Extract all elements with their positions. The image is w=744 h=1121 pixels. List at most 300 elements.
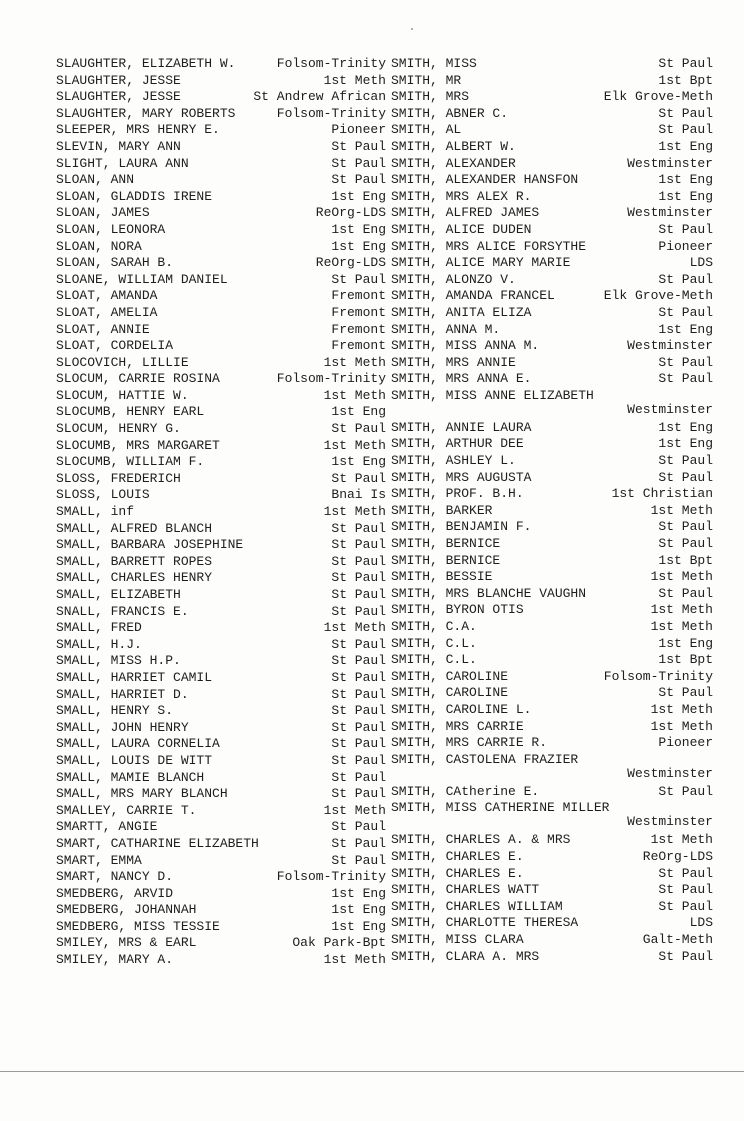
directory-entry	[391, 255, 713, 272]
directory-entry	[56, 222, 386, 239]
entry-church: 1st Meth	[650, 718, 713, 734]
entry-church: St Paul	[658, 271, 713, 287]
directory-entry	[56, 620, 386, 637]
directory-entry	[56, 388, 386, 405]
directory-entry	[56, 122, 386, 139]
entry-church: St Paul	[331, 703, 386, 719]
entry-church: St Paul	[331, 553, 386, 569]
directory-entry	[56, 753, 386, 770]
entry-church: St Paul	[658, 783, 713, 799]
directory-entry	[56, 720, 386, 737]
entry-name: SMITH, PROF. B.H.	[391, 486, 524, 502]
entry-church: St Paul	[658, 585, 713, 601]
entry-name: SMITH, CHARLES WATT	[391, 882, 540, 898]
entry-name: SMITH, CHARLOTTE THERESA	[391, 915, 579, 931]
entry-church: 1st Meth	[323, 620, 386, 636]
directory-entry	[56, 653, 386, 670]
directory-entry	[56, 803, 386, 820]
entry-church: St Paul	[331, 852, 386, 868]
entry-name: SMITH, MRS CARRIE R.	[391, 735, 548, 751]
directory-entry	[56, 703, 386, 720]
directory-entry	[391, 669, 713, 686]
directory-entry	[56, 305, 386, 322]
entry-name: SMALL, LOUIS DE WITT	[56, 752, 213, 768]
entry-name: SLOCUMB, HENRY EARL	[56, 404, 205, 420]
entry-name: SMITH, MISS ANNA M.	[391, 338, 540, 354]
directory-entry	[391, 719, 713, 736]
entry-church: St Paul	[331, 470, 386, 486]
entry-name: SMITH, BENJAMIN F.	[391, 519, 532, 535]
entry-church: St Paul	[658, 519, 713, 535]
directory-entry	[391, 932, 713, 949]
directory-entry	[391, 882, 713, 899]
entry-name: SMITH, C.L.	[391, 652, 477, 668]
entry-church: St Andrew African	[253, 89, 386, 105]
entry-church: 1st Meth	[323, 387, 386, 403]
entry-church: St Paul	[331, 570, 386, 586]
entry-name: SMITH, ALBERT W.	[391, 138, 516, 154]
entry-name: SLOSS, FREDERICH	[56, 470, 181, 486]
entry-name: SLOCUMB, WILLIAM F.	[56, 454, 205, 470]
entry-church: 1st Meth	[650, 602, 713, 618]
entry-name: SMALL, HARRIET D.	[56, 686, 189, 702]
entry-name: SMALL, BARBARA JOSEPHINE	[56, 537, 244, 553]
entry-name: SLOAN, NORA	[56, 238, 142, 254]
entry-name: SMARTT, ANGIE	[56, 819, 158, 835]
entry-church: ReOrg-LDS	[315, 205, 386, 221]
entry-name: SMITH, AL	[391, 122, 462, 138]
entry-church: 1st Eng	[658, 188, 713, 204]
directory-entry	[56, 902, 386, 919]
directory-entry	[391, 652, 713, 669]
entry-church: St Paul	[658, 865, 713, 881]
entry-church: St Paul	[658, 371, 713, 387]
entry-name: SMART, EMMA	[56, 852, 142, 868]
entry-name: SMITH, ALONZO V.	[391, 271, 516, 287]
directory-entry	[391, 784, 713, 801]
directory-entry	[391, 486, 713, 503]
entry-name: SMALL, LAURA CORNELIA	[56, 736, 220, 752]
directory-entry	[56, 687, 386, 704]
entry-church: St Paul	[658, 122, 713, 138]
directory-entry	[391, 205, 713, 222]
entry-name: SLAUGHTER, MARY ROBERTS	[56, 105, 236, 121]
directory-entry	[56, 836, 386, 853]
entry-name: SMITH, MRS ALEX R.	[391, 188, 532, 204]
entry-name: SMALL, JOHN HENRY	[56, 719, 189, 735]
entry-church: 1st Eng	[658, 172, 713, 188]
entry-church: 1st Meth	[323, 354, 386, 370]
directory-entry	[56, 770, 386, 787]
entry-name: SMART, CATHARINE ELIZABETH	[56, 835, 259, 851]
entry-church: St Paul	[331, 736, 386, 752]
entry-church: St Paul	[658, 685, 713, 701]
entry-church: St Paul	[331, 835, 386, 851]
directory-entry	[56, 886, 386, 903]
entry-church: St Paul	[331, 421, 386, 437]
directory-entry	[56, 438, 386, 455]
directory-entry	[56, 919, 386, 936]
entry-church: St Paul	[331, 587, 386, 602]
entry-church: 1st Eng	[331, 918, 386, 934]
entry-name: SMITH, ABNER C.	[391, 105, 509, 121]
entry-name: SMITH, CAtherine E.	[391, 783, 540, 799]
directory-entry	[391, 139, 713, 156]
entry-name: SMALL, HENRY S.	[56, 703, 174, 719]
directory-entry	[56, 404, 386, 421]
entry-name: SMITH, C.A.	[391, 619, 477, 634]
entry-name: SLOAN, GLADDIS IRENE	[56, 188, 213, 204]
entry-church: Folsom-Trinity	[276, 371, 386, 387]
entry-name: SMITH, CHARLES A. & MRS	[391, 832, 571, 848]
entry-name: SLAUGHTER, JESSE	[56, 89, 181, 105]
entry-church: 1st Meth	[323, 952, 386, 968]
entry-name: SMEDBERG, ARVID	[56, 885, 174, 901]
entry-church: 1st Eng	[658, 138, 713, 154]
directory-entry	[56, 554, 386, 571]
entry-church: LDS	[689, 255, 713, 271]
entry-name: SMALL, H.J.	[56, 636, 142, 652]
entry-name: SMALL, ALFRED BLANCH	[56, 520, 213, 536]
entry-church: St Paul	[658, 882, 713, 898]
entry-church: St Paul	[331, 719, 386, 735]
entry-church: Fremont	[331, 304, 386, 320]
directory-entry	[391, 436, 713, 453]
directory-entry	[391, 189, 713, 206]
entry-name: SMITH, BESSIE	[391, 569, 493, 585]
directory-entry	[56, 786, 386, 803]
entry-church: 1st Bpt	[658, 72, 713, 88]
entry-church: St Paul	[658, 304, 713, 320]
entry-name: SMITH, MISS	[391, 56, 477, 71]
entry-name: SMITH, ALICE MARY MARIE	[391, 255, 571, 271]
entry-name: SMITH, MRS BLANCHE VAUGHN	[391, 585, 587, 601]
entry-name: SMITH, CAROLINE	[391, 668, 509, 684]
entry-church: St Paul	[331, 155, 386, 171]
entry-name: SLAUGHTER, JESSE	[56, 72, 181, 88]
entry-name: SMITH, BERNICE	[391, 552, 501, 568]
entry-name: SLOAT, AMELIA	[56, 304, 158, 320]
directory-entry	[56, 288, 386, 305]
directory-entry	[391, 866, 713, 883]
entry-church: 1st Meth	[323, 802, 386, 818]
entry-name: SMITH, ALEXANDER HANSFON	[391, 172, 579, 188]
entry-name: SMITH, MISS CLARA	[391, 931, 524, 947]
directory-entry	[391, 636, 713, 653]
directory-entry	[56, 935, 386, 952]
entry-church: St Paul	[658, 56, 713, 71]
entry-church: 1st Meth	[650, 569, 713, 585]
entry-name: SMITH, CHARLES WILLIAM	[391, 898, 563, 914]
entry-name: SMITH, CLARA A. MRS	[391, 948, 540, 964]
entry-church: 1st Meth	[650, 832, 713, 848]
directory-entry	[391, 388, 713, 420]
entry-name: SMITH, ANNIE LAURA	[391, 419, 532, 435]
directory-entry	[56, 156, 386, 173]
entry-church: 1st Eng	[331, 404, 386, 420]
directory-entry	[56, 537, 386, 554]
entry-name: SMILEY, MRS & EARL	[56, 935, 197, 951]
entry-name: SLOCUM, HATTIE W.	[56, 387, 189, 403]
bottom-rule	[0, 1071, 744, 1072]
directory-entry	[56, 736, 386, 753]
directory-entry	[56, 139, 386, 156]
directory-entry	[391, 288, 713, 305]
directory-entry	[56, 89, 386, 106]
directory-entry	[391, 519, 713, 536]
entry-church: 1st Meth	[323, 504, 386, 520]
directory-entry	[391, 420, 713, 437]
entry-name: SMITH, BYRON OTIS	[391, 602, 524, 618]
directory-entry	[391, 106, 713, 123]
directory-entry	[56, 189, 386, 206]
entry-name: SMITH, MRS ALICE FORSYTHE	[391, 238, 587, 254]
entry-name: SLEVIN, MARY ANN	[56, 138, 181, 154]
directory-entry	[391, 832, 713, 849]
entry-church: St Paul	[331, 769, 386, 785]
entry-name: SMALL, MRS MARY BLANCH	[56, 786, 228, 802]
entry-name: SMALL, inf	[56, 504, 135, 520]
directory-entry	[391, 586, 713, 603]
directory-entry	[391, 338, 713, 355]
directory-entry	[56, 487, 386, 504]
entry-church: Folsom-Trinity	[276, 105, 386, 121]
directory-entry	[56, 670, 386, 687]
directory-entry	[56, 521, 386, 538]
entry-name: SMITH, MISS CATHERINE MILLER	[391, 800, 610, 816]
entry-name: SMITH, CHARLES E.	[391, 865, 524, 881]
entry-church: St Paul	[331, 686, 386, 702]
entry-name: SMALL, MISS H.P.	[56, 653, 181, 669]
directory-entry	[391, 702, 713, 719]
directory-entry	[56, 172, 386, 189]
entry-name: SMITH, ARTHUR DEE	[391, 436, 524, 452]
entry-name: SMITH, ANITA ELIZA	[391, 304, 532, 320]
directory-entry	[391, 371, 713, 388]
entry-name: SMITH, BERNICE	[391, 536, 501, 552]
entry-name: SMITH, MRS AUGUSTA	[391, 469, 532, 485]
entry-name: SLOCUMB, MRS MARGARET	[56, 437, 220, 453]
directory-entry	[56, 471, 386, 488]
entry-church: St Paul	[658, 536, 713, 552]
entry-church: St Paul	[658, 948, 713, 964]
directory-entry	[391, 305, 713, 322]
directory-entry	[391, 172, 713, 189]
entry-name: SMITH, MRS ANNA E.	[391, 371, 532, 387]
entry-name: SLOAN, LEONORA	[56, 221, 166, 237]
entry-name: SLOCUM, CARRIE ROSINA	[56, 371, 220, 387]
entry-church: 1st Eng	[331, 221, 386, 237]
entry-church: Fremont	[331, 321, 386, 337]
directory-entry	[391, 453, 713, 470]
directory-entry	[391, 56, 713, 73]
entry-church: 1st Eng	[331, 238, 386, 254]
entry-name: SMITH, CAROLINE	[391, 685, 509, 701]
directory-entry	[56, 338, 386, 355]
directory-entry	[391, 619, 713, 636]
directory-entry	[391, 553, 713, 570]
entry-church: St Paul	[331, 520, 386, 536]
entry-church: 1st Christian	[611, 486, 713, 502]
directory-entry	[56, 272, 386, 289]
entry-name: SMALL, ELIZABETH	[56, 587, 181, 602]
entry-name: SMALL, MAMIE BLANCH	[56, 769, 205, 785]
entry-church: Westminster	[627, 338, 713, 354]
directory-entry	[391, 849, 713, 866]
entry-name: SLAUGHTER, ELIZABETH W.	[56, 56, 236, 71]
directory-entry	[391, 222, 713, 239]
directory-entry	[56, 952, 386, 969]
entry-church: St Paul	[658, 453, 713, 469]
entry-name: SMALL, FRED	[56, 620, 142, 636]
entry-church: Westminster	[627, 765, 713, 781]
entry-name: SMALLEY, CARRIE T.	[56, 802, 197, 818]
entry-church: Westminster	[627, 155, 713, 171]
directory-entry	[391, 800, 713, 832]
entry-church: St Paul	[658, 898, 713, 914]
entry-name: SMITH, C.L.	[391, 635, 477, 651]
entry-church: 1st Eng	[658, 436, 713, 452]
entry-church: Westminster	[627, 205, 713, 221]
entry-church: St Paul	[331, 669, 386, 685]
entry-church: St Paul	[331, 636, 386, 652]
entry-name: SLOCUM, HENRY G.	[56, 421, 181, 437]
entry-church: Folsom-Trinity	[603, 668, 713, 684]
directory-entry	[56, 322, 386, 339]
entry-church: 1st Meth	[650, 701, 713, 717]
directory-entry	[56, 819, 386, 836]
entry-church: St Paul	[331, 271, 386, 287]
directory-entry	[391, 602, 713, 619]
entry-church: 1st Meth	[650, 502, 713, 518]
entry-church: St Paul	[331, 138, 386, 154]
entry-church: Galt-Meth	[642, 931, 713, 947]
entry-church: St Paul	[658, 105, 713, 121]
entry-church: 1st Eng	[331, 454, 386, 470]
directory-entry	[391, 73, 713, 90]
entry-church: Westminster	[627, 814, 713, 830]
directory-entry	[56, 205, 386, 222]
left-column	[56, 56, 386, 969]
entry-name: SLOSS, LOUIS	[56, 487, 150, 503]
directory-entry	[56, 255, 386, 272]
entry-church: Oak Park-Bpt	[292, 935, 386, 951]
directory-entry	[391, 949, 713, 966]
directory-entry	[56, 454, 386, 471]
entry-church: Elk Grove-Meth	[603, 89, 713, 105]
entry-name: SLEEPER, MRS HENRY E.	[56, 122, 220, 138]
directory-entry	[56, 106, 386, 123]
directory-entry	[391, 355, 713, 372]
directory-entry	[391, 899, 713, 916]
entry-church: 1st Meth	[323, 437, 386, 453]
entry-name: SMITH, CHARLES E.	[391, 848, 524, 864]
directory-entry	[56, 73, 386, 90]
entry-church: 1st Bpt	[658, 552, 713, 568]
directory-entry	[56, 56, 386, 73]
entry-name: SMITH, CASTOLENA FRAZIER	[391, 751, 579, 767]
entry-church: ReOrg-LDS	[642, 848, 713, 864]
entry-church: St Paul	[658, 469, 713, 485]
entry-church: Pioneer	[331, 122, 386, 138]
entry-name: SMITH, MR	[391, 72, 462, 88]
entry-church: St Paul	[331, 603, 386, 619]
directory-entry	[56, 604, 386, 621]
entry-church: Bnai Is	[331, 487, 386, 503]
entry-name: SLOANE, WILLIAM DANIEL	[56, 271, 228, 287]
entry-church: St Paul	[331, 752, 386, 768]
entry-name: SMITH, ANNA M.	[391, 321, 501, 337]
entry-name: SMEDBERG, JOHANNAH	[56, 902, 197, 918]
scan-speck	[411, 28, 413, 30]
directory-entry	[56, 355, 386, 372]
directory-entry	[391, 239, 713, 256]
directory-entry	[56, 371, 386, 388]
directory-entry	[391, 569, 713, 586]
entry-name: SLIGHT, LAURA ANN	[56, 155, 189, 171]
entry-church: 1st Eng	[658, 635, 713, 651]
entry-name: SMITH, CAROLINE L.	[391, 701, 532, 717]
entry-name: SMEDBERG, MISS TESSIE	[56, 918, 220, 934]
entry-name: SMITH, AMANDA FRANCEL	[391, 288, 555, 304]
entry-church: ReOrg-LDS	[315, 255, 386, 271]
entry-name: SLOCOVICH, LILLIE	[56, 354, 189, 370]
entry-name: SMITH, MRS	[391, 89, 470, 105]
entry-church: St Paul	[331, 786, 386, 802]
entry-name: SMITH, MRS ANNIE	[391, 354, 516, 370]
entry-church: 1st Eng	[331, 885, 386, 901]
directory-entry	[391, 503, 713, 520]
entry-name: SMALL, CHARLES HENRY	[56, 570, 213, 586]
entry-church: Fremont	[331, 338, 386, 354]
directory-entry	[56, 504, 386, 521]
entry-name: SLOAT, ANNIE	[56, 321, 150, 337]
entry-name: SLOAN, SARAH B.	[56, 255, 174, 271]
entry-name: SMITH, BARKER	[391, 502, 493, 518]
directory-entry	[391, 89, 713, 106]
directory-entry	[391, 536, 713, 553]
directory-entry	[391, 322, 713, 339]
entry-church: Pioneer	[658, 238, 713, 254]
entry-church: St Paul	[331, 653, 386, 669]
entry-church: LDS	[689, 915, 713, 931]
directory-entry	[391, 470, 713, 487]
entry-church: Folsom-Trinity	[276, 56, 386, 71]
directory-entry	[56, 853, 386, 870]
entry-name: SMITH, ALEXANDER	[391, 155, 516, 171]
entry-name: SMITH, ASHLEY L.	[391, 453, 516, 469]
directory-entry	[391, 156, 713, 173]
entry-church: 1st Eng	[658, 321, 713, 337]
entry-church: 1st Eng	[658, 419, 713, 435]
entry-name: SMALL, HARRIET CAMIL	[56, 669, 213, 685]
entry-church: Fremont	[331, 288, 386, 304]
entry-name: SMILEY, MARY A.	[56, 952, 174, 968]
directory-entry	[391, 272, 713, 289]
entry-name: SNALL, FRANCIS E.	[56, 603, 189, 619]
entry-name: SMITH, MISS ANNE ELIZABETH	[391, 387, 594, 403]
entry-church: 1st Bpt	[658, 652, 713, 668]
directory-entry	[56, 239, 386, 256]
entry-church: 1st Eng	[331, 188, 386, 204]
entry-church: 1st Meth	[650, 619, 713, 634]
directory-entry	[56, 869, 386, 886]
entry-name: SMART, NANCY D.	[56, 869, 174, 885]
directory-entry	[56, 637, 386, 654]
directory-entry	[56, 570, 386, 587]
entry-church: Pioneer	[658, 735, 713, 751]
directory-entry	[391, 122, 713, 139]
